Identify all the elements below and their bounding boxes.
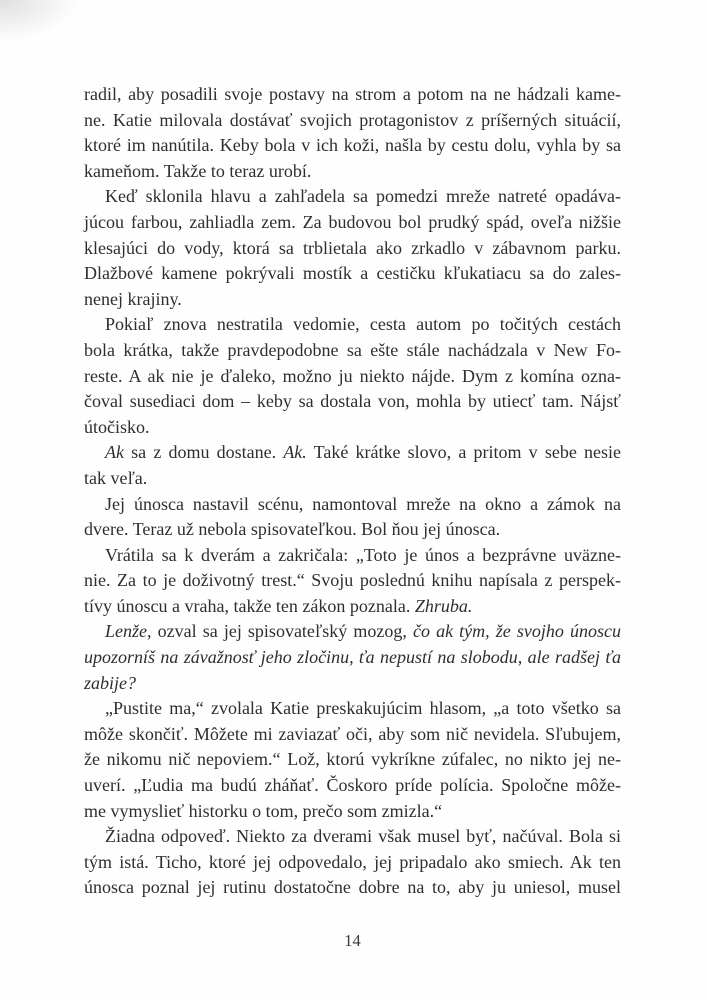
text-segment: že nikomu nič nepoviem.“ Lož, ktorú vykríkne zúfalec, no nikto jej ne-	[84, 749, 621, 770]
text-segment: júcou farbou, zahliadla zem. Za budovou bol prudký spád, oveľa nižšie	[84, 211, 621, 232]
text-segment: tak veľa.	[84, 467, 148, 488]
italic-text-segment: Zhruba.	[414, 595, 473, 616]
text-line	[84, 261, 621, 287]
text-segment: Pokiaľ znova nestratila vedomie, cesta autom po točitých cestách	[105, 314, 621, 335]
text-line	[84, 773, 621, 799]
text-segment: sa z domu dostane.	[123, 442, 284, 463]
text-segment: tívy únoscu a vraha, takže ten zákon poznala.	[84, 595, 415, 616]
text-segment: Jej únosca nastavil scénu, namontoval mreže na okno a zámok na	[105, 493, 621, 514]
text-segment: nenej krajiny.	[84, 288, 182, 309]
text-segment: Také krátke slovo, a pritom v sebe nesie	[306, 442, 621, 463]
text-segment: ne. Katie milovala dostávať svojich protagonistov z príšerných situácií,	[84, 109, 621, 130]
scan-corner-shadow	[0, 0, 80, 42]
text-line	[84, 133, 621, 159]
text-line	[84, 312, 621, 338]
text-line	[84, 210, 621, 236]
italic-text-segment: čo ak tým, že svojho únoscu	[412, 621, 622, 642]
text-line	[84, 440, 621, 466]
text-line	[84, 875, 621, 901]
text-line	[84, 389, 621, 415]
text-line	[84, 543, 621, 569]
paragraph	[84, 82, 621, 184]
text-segment: Dlažbové kamene pokrývali mostík a cestičku kľukatiacu sa do zales-	[84, 263, 621, 284]
text-segment: „Pustite ma,“ zvolala Katie preskakujúcim hlasom, „a toto všetko sa	[105, 698, 621, 719]
text-line	[84, 82, 621, 108]
text-line	[84, 184, 621, 210]
text-line	[84, 799, 621, 825]
text-line	[84, 824, 621, 850]
text-segment: Žiadna odpoveď. Niekto za dverami však musel byť, načúval. Bola si	[105, 826, 621, 847]
text-line	[84, 671, 621, 697]
text-segment: nie. Za to je doživotný trest.“ Svoju poslednú knihu napísala z perspek-	[84, 570, 621, 591]
text-line	[84, 338, 621, 364]
text-line	[84, 159, 621, 185]
text-line	[84, 568, 621, 594]
text-line	[84, 236, 621, 262]
text-line	[84, 747, 621, 773]
paragraph	[84, 824, 621, 901]
text-line	[84, 415, 621, 441]
text-segment: môže skončiť. Môžete mi zaviazať oči, aby som nič nevidela. Sľubujem,	[84, 723, 621, 744]
text-segment: me vymyslieť historku o tom, prečo som zmizla.“	[84, 800, 443, 821]
paragraph	[84, 543, 621, 620]
italic-text-segment: Ak	[105, 442, 124, 463]
text-segment: Vrátila sa k dverám a zakričala: „Toto je únos a bezprávne uväzne-	[105, 544, 621, 565]
text-segment: radil, aby posadili svoje postavy na strom a potom na ne hádzali kame-	[84, 84, 621, 104]
text-line	[84, 594, 621, 620]
page-text	[84, 82, 621, 901]
page-number: 14	[344, 931, 361, 950]
text-segment: uverí. „Ľudia ma budú zháňať. Čoskoro príde polícia. Spoločne môže-	[84, 775, 621, 796]
paragraph	[84, 619, 621, 696]
text-segment: Keď sklonila hlavu a zahľadela sa pomedzi mreže natreté opadáva-	[105, 186, 621, 207]
italic-text-segment: Ak.	[283, 442, 307, 463]
italic-text-segment: zabije?	[84, 672, 136, 693]
text-segment: klesajúci do vody, ktorá sa trblietala ako zrkadlo v zábavnom parku.	[84, 237, 621, 258]
italic-text-segment: upozorníš na závažnosť jeho zločinu, ťa nepustí na slobodu, ale radšej ťa	[84, 647, 621, 668]
text-segment: kameňom. Takže to teraz urobí.	[84, 160, 312, 181]
text-line	[84, 696, 621, 722]
text-segment: čoval susediaci dom – keby sa dostala von, mohla by utiecť tam. Nájsť	[84, 391, 621, 412]
paragraph	[84, 492, 621, 543]
text-segment: ozval sa jej spisovateľský mozog,	[151, 621, 413, 642]
text-line	[84, 517, 621, 543]
text-segment: dvere. Teraz už nebola spisovateľkou. Bol ňou jej únosca.	[84, 519, 501, 540]
text-segment: tým istá. Ticho, ktoré jej odpovedalo, jej pripadalo ako smiech. Ak ten	[84, 851, 621, 872]
text-line	[84, 722, 621, 748]
paragraph	[84, 696, 621, 824]
text-segment: útočisko.	[84, 416, 150, 437]
text-line	[84, 645, 621, 671]
text-segment: bola krátka, takže pravdepodobne sa ešte stále nachádzala v New Fo-	[84, 339, 621, 360]
text-line	[84, 619, 621, 645]
italic-text-segment: Lenže,	[105, 621, 152, 642]
text-segment: ktoré im nanútila. Keby bola v ich koži, našla by cestu dolu, vyhla by sa	[84, 135, 621, 156]
text-line	[84, 287, 621, 313]
paragraph	[84, 312, 621, 440]
text-line	[84, 466, 621, 492]
text-segment: reste. A ak nie je ďaleko, možno ju niekto nájde. Dym z komína ozna-	[84, 365, 621, 386]
paragraph	[84, 440, 621, 491]
text-segment: únosca poznal jej rutinu dostatočne dobre na to, aby ju uniesol, musel	[84, 877, 621, 898]
text-line	[84, 364, 621, 390]
text-line	[84, 850, 621, 876]
text-line	[84, 492, 621, 518]
text-line	[84, 108, 621, 134]
paragraph	[84, 184, 621, 312]
